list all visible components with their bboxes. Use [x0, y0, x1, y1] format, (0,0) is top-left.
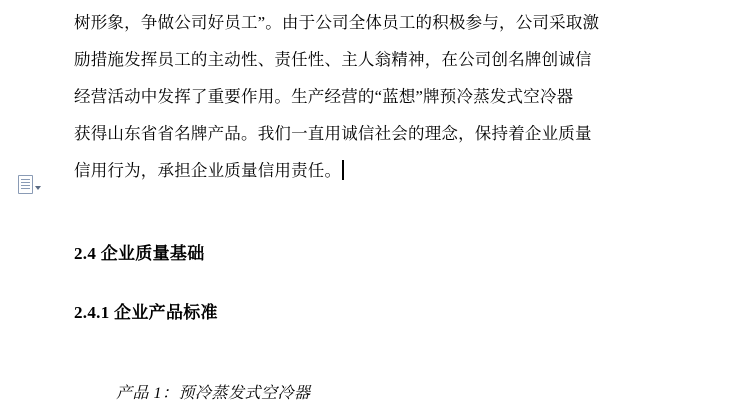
text-cursor	[342, 160, 344, 180]
paragraph-line: 经营活动中发挥了重要作用。生产经营的“蓝想”牌预冷蒸发式空冷器	[74, 87, 574, 106]
heading-2-4-1: 2.4.1 企业产品标准	[74, 303, 218, 322]
paragraph-line: 励措施发挥员工的主动性、责任性、主人翁精神，在公司创名牌创诚信	[74, 50, 592, 69]
chevron-down-icon[interactable]	[35, 186, 41, 190]
paragraph-line-text: 信用行为，承担企业质量信用责任。	[74, 161, 342, 180]
paste-options-gutter-control[interactable]	[18, 172, 48, 196]
paragraph-line: 获得山东省省名牌产品。我们一直用诚信社会的理念，保持着企业质量	[74, 124, 592, 143]
paragraph-line-last	[74, 152, 686, 189]
product-label: 产品 1：预冷蒸发式空冷器	[116, 385, 311, 402]
heading-2-4: 2.4 企业质量基础	[74, 244, 205, 263]
paragraph-line: 树形象，争做公司好员工”。由于公司全体员工的积极参与，公司采取激	[74, 13, 600, 32]
document-paste-options-icon[interactable]	[18, 175, 33, 194]
body-paragraph	[74, 4, 686, 189]
